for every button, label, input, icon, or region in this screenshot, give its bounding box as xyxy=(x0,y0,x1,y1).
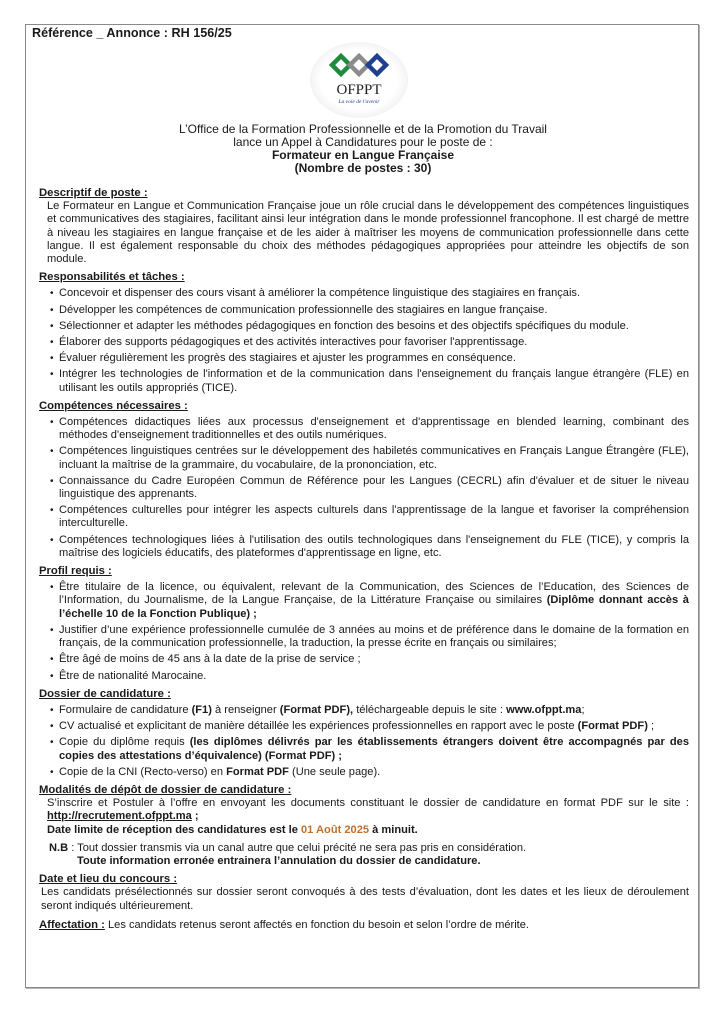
position-title: Formateur en Langue Française xyxy=(271,148,455,162)
list-item: • Être titulaire de la licence, ou équivalent, relevant de la Communication, des Sciences de l’Education, des Sciences de l’Information, du Journalisme, de la Langue Française, de la Littérature Française ou similaires (Diplôme donnant accès à l’échelle 10 de la Fonction Publique) ; xyxy=(51,581,689,621)
deadline-date: 01 Août 2025 xyxy=(301,823,370,836)
section-concours xyxy=(39,873,689,913)
list-item: • Compétences didactiques liées aux processus d'enseignement et d'apprentissage en blended learning, combinant des méthodes d'enseignement traditionnelles et des outils numériques. xyxy=(51,416,689,442)
profil-list xyxy=(39,581,689,682)
svg-text:La voie de l'avenir: La voie de l'avenir xyxy=(338,99,380,105)
list-item: • Être âgé de moins de 45 ans à la date de la prise de service ; xyxy=(51,653,689,666)
section-responsabilites xyxy=(39,271,689,395)
section-affectation xyxy=(39,919,689,932)
header-line-2: lance un Appel à Candidatures pour le poste de : xyxy=(233,135,493,149)
section-modalites xyxy=(39,784,689,868)
list-item: • Formulaire de candidature (F1) à renseigner (Format PDF), téléchargeable depuis le site : www.ofppt.ma; xyxy=(51,704,689,717)
section-title: Descriptif de poste : xyxy=(39,187,148,199)
section-title: Responsabilités et tâches : xyxy=(39,271,185,284)
list-item: • Compétences culturelles pour intégrer les aspects culturels dans l'apprentissage de la langue et favoriser la compréhension interculturelle. xyxy=(51,504,689,530)
announcement-body xyxy=(39,187,689,937)
list-item: • Compétences linguistiques centrées sur le développement des habiletés communicatives en Français Langue Étrangère (FLE), incluant la maîtrise de la grammaire, du vocabulaire, de la prononciation, etc. xyxy=(51,445,689,471)
descriptif-text: Le Formateur en Langue et Communication Française joue un rôle crucial dans le développement des compétences linguistiques et communicatives des stagiaires, facilitant ainsi leur intégration dans le monde professionnel francophone. Il est chargé de mettre à niveau les stagiaires en langue française et de les aider à maîtriser les moyens de communication professionnelle dans cette langue. Il est également responsable du choix des méthodes pédagogiques appropriées pour atteindre les objectifs de son module. xyxy=(47,200,689,266)
section-title: Dossier de candidature : xyxy=(39,687,171,700)
ofppt-logo-icon xyxy=(310,42,408,118)
section-title: Profil requis : xyxy=(39,565,112,578)
list-item: • Sélectionner et adapter les méthodes pédagogiques en fonction des besoins et des objectifs spécifiques du module. xyxy=(51,320,689,333)
section-title: Affectation : xyxy=(39,918,105,931)
recrutement-link[interactable]: http://recrutement.ofppt.ma xyxy=(47,810,192,823)
list-item: • Copie de la CNI (Recto-verso) en Format PDF (Une seule page). xyxy=(51,766,689,779)
section-title: Date et lieu du concours : xyxy=(39,873,178,886)
responsabilites-list xyxy=(39,287,689,394)
position-count: (Nombre de postes : 30) xyxy=(294,161,432,175)
list-item: • Justifier d’une expérience professionnelle cumulée de 3 années au moins et de préférence dans le domaine de la formation en français, de la communication professionnelle, la traduction, la presse écrite en français ou similaires; xyxy=(51,624,689,650)
section-dossier xyxy=(39,688,689,779)
affectation-text: Les candidats retenus seront affectés en fonction du besoin et selon l’ordre de mérite. xyxy=(104,918,529,931)
dossier-list xyxy=(39,704,689,779)
list-item: • Connaissance du Cadre Européen Commun de Référence pour les Langues (CECRL) afin d'évaluer et de situer le niveau linguistique des apprenants. xyxy=(51,475,689,501)
list-item: • Développer les compétences de communication professionnelle des stagiaires en langue française. xyxy=(51,304,689,317)
list-item: • Compétences technologiques liées à l'utilisation des outils technologiques dans l'enseignement du FLE (TICE), y compris la maîtrise des logiciels éducatifs, des plateformes d'apprentissage en ligne, etc. xyxy=(51,534,689,560)
list-item: • Copie du diplôme requis (les diplômes délivrés par les établissements étrangers doivent être accompagnés par des copies des attestations d’équivalence) (Format PDF) ; xyxy=(51,736,689,762)
reference-number: Référence _ Annonce : RH 156/25 xyxy=(32,26,232,40)
svg-text:OFPPT: OFPPT xyxy=(336,82,382,98)
nb-warning: Toute information erronée entrainera l’annulation du dossier de candidature. xyxy=(77,854,481,867)
section-profil xyxy=(39,565,689,683)
section-descriptif xyxy=(39,187,689,266)
list-item: • Concevoir et dispenser des cours visant à améliorer la compétence linguistique des stagiaires en français. xyxy=(51,287,689,300)
nb-note: N.B : Tout dossier transmis via un canal autre que celui précité ne sera pas pris en considération. xyxy=(49,841,527,854)
modalites-text: S’inscrire et Postuler à l’offre en envoyant les documents constituant le dossier de candidature en format PDF sur le site : http://recrutement.ofppt.ma ; xyxy=(47,797,689,823)
list-item: • Être de nationalité Marocaine. xyxy=(51,670,689,683)
list-item: • Évaluer régulièrement les progrès des stagiaires et ajuster les programmes en conséquence. xyxy=(51,352,689,365)
section-title: Modalités de dépôt de dossier de candidature : xyxy=(39,783,292,796)
list-item: • Intégrer les technologies de l'information et de la communication dans l'enseignement du français langue étrangère (FLE) en utilisant les outils appropriés (TICE). xyxy=(51,368,689,394)
announcement-header xyxy=(30,123,696,175)
section-competences xyxy=(39,400,689,560)
deadline: Date limite de réception des candidatures est le 01 Août 2025 à minuit. xyxy=(47,823,418,836)
concours-text: Les candidats présélectionnés sur dossier seront convoqués à des tests d’évaluation, dont les dates et les lieux de déroulement seront indiqués ultérieurement. xyxy=(41,886,689,912)
list-item: • CV actualisé et explicitant de manière détaillée les expériences professionnelles en rapport avec le poste (Format PDF) ; xyxy=(51,720,689,733)
ofppt-website-link[interactable]: www.ofppt.ma xyxy=(506,703,582,716)
section-title: Compétences nécessaires : xyxy=(39,399,188,412)
list-item: • Élaborer des supports pédagogiques et des activités interactives pour favoriser l'apprentissage. xyxy=(51,336,689,349)
header-line-1: L’Office de la Formation Professionnelle et de la Promotion du Travail xyxy=(179,122,547,136)
competences-list xyxy=(39,416,689,560)
ofppt-logo xyxy=(310,42,408,118)
